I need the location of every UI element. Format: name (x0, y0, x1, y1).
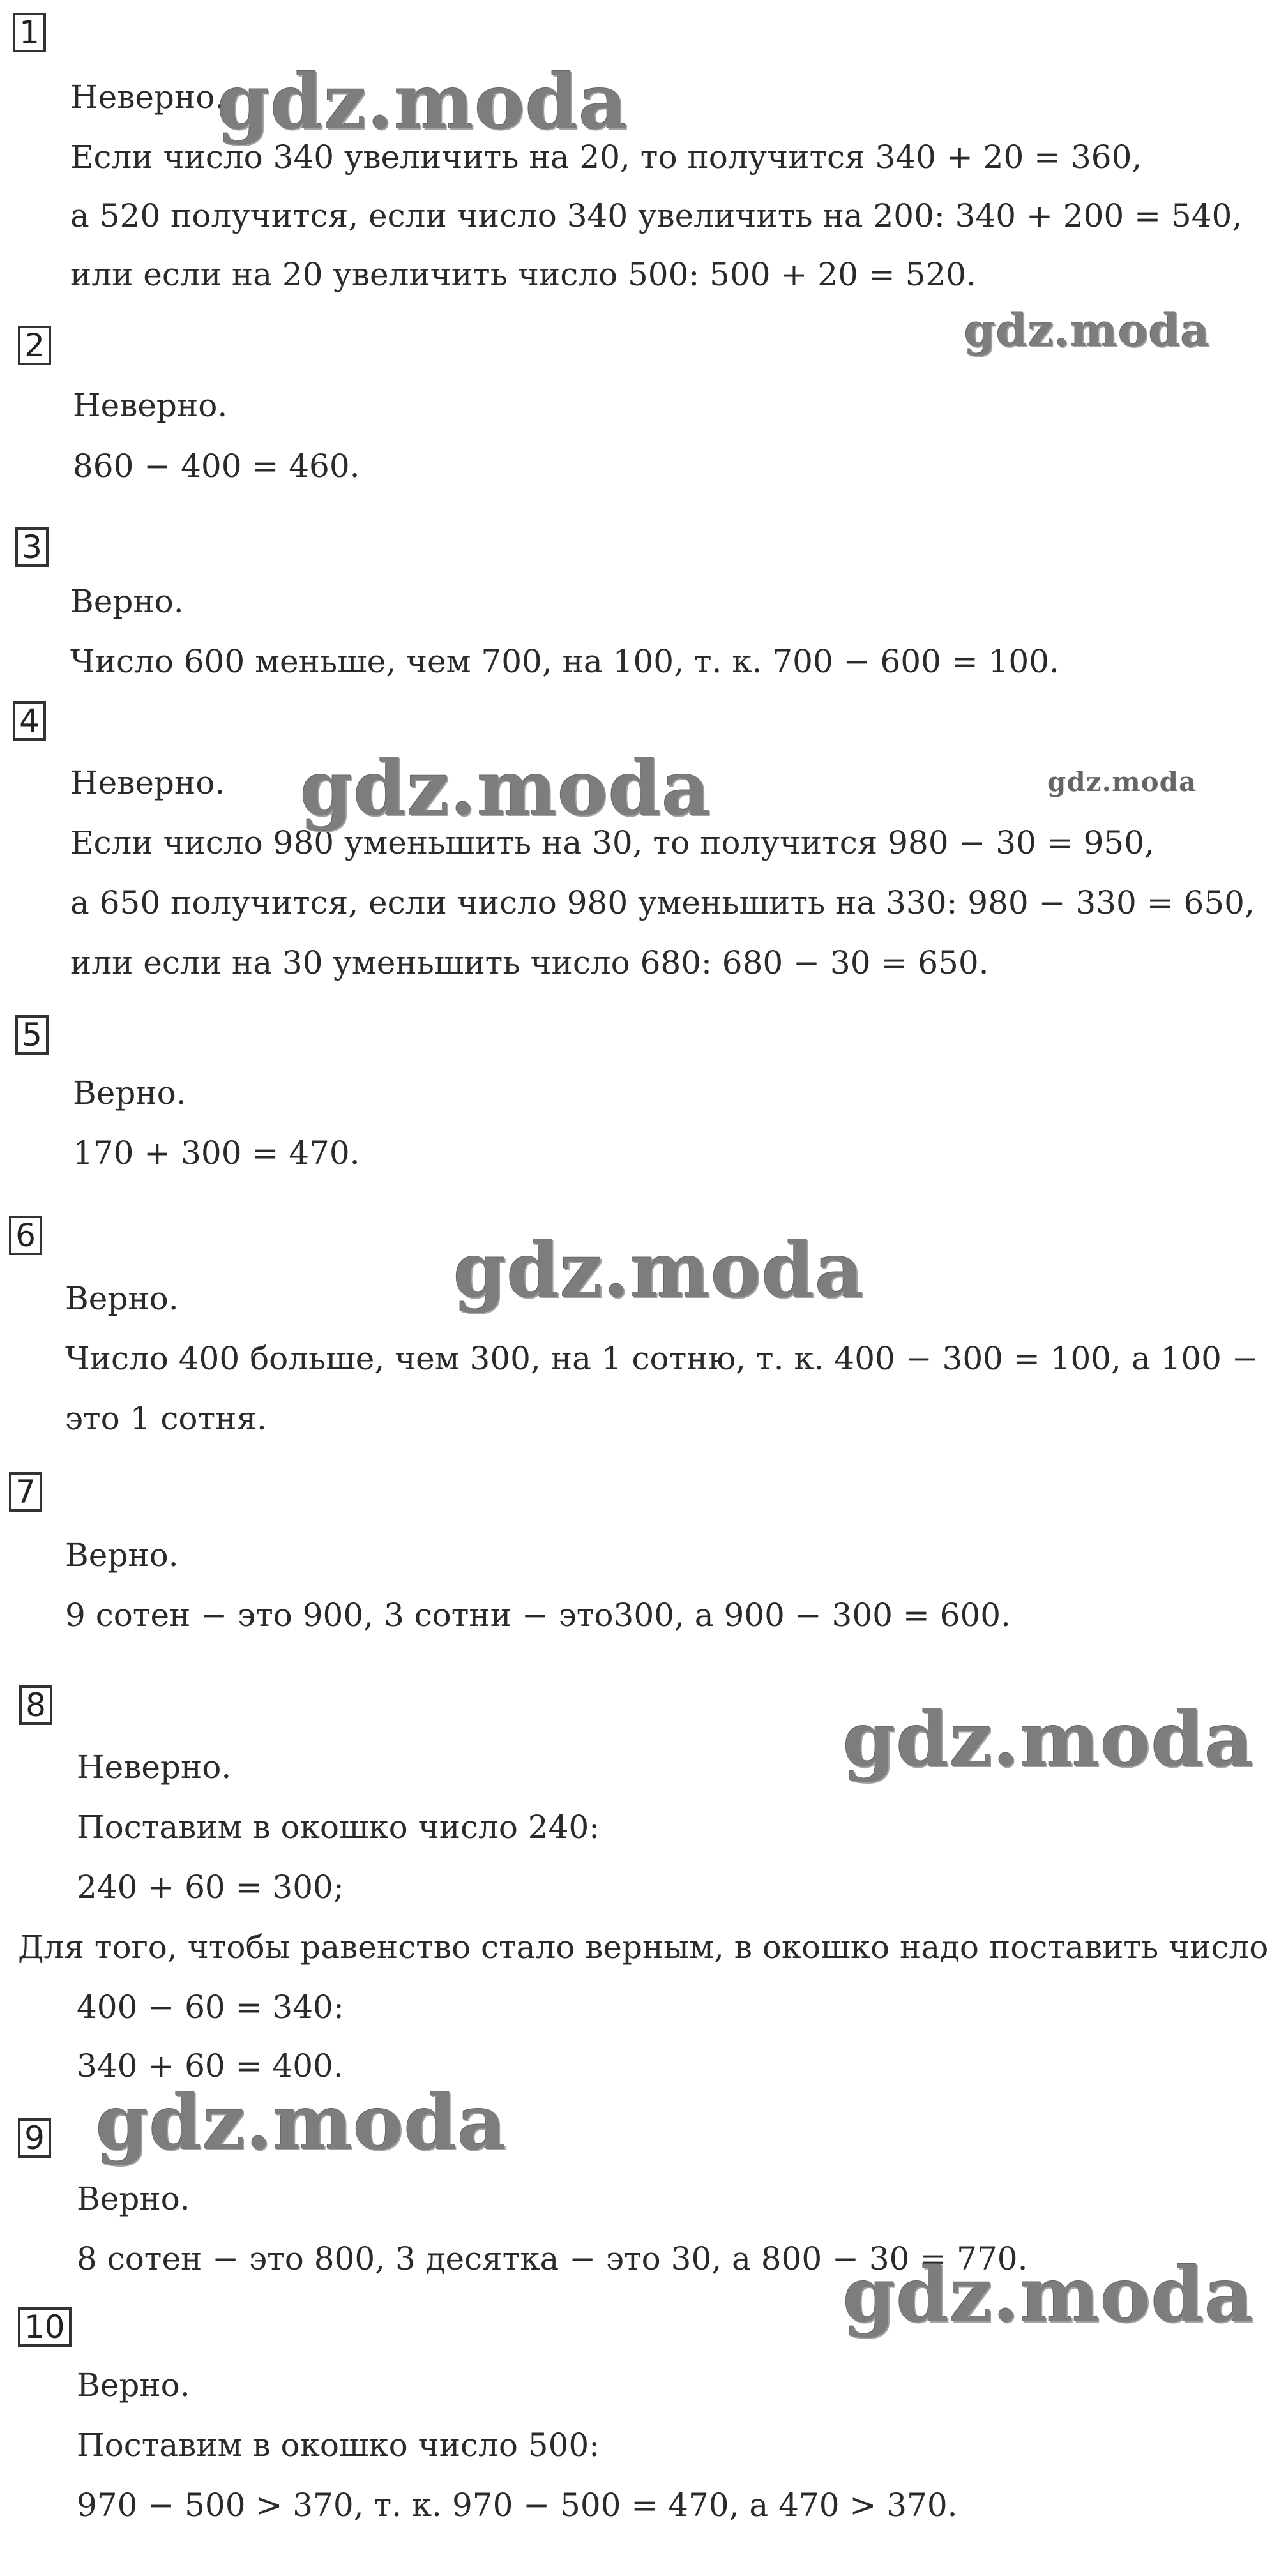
task-10-line-2: Поставим в окошко число 500: (77, 2427, 600, 2464)
task-number-2: 2 (18, 326, 51, 365)
watermark-logo: gdz.moda (453, 1226, 865, 1314)
task-1-line-4: или если на 20 увеличить число 500: 500 + 20 = 520. (70, 256, 976, 293)
watermark-logo: gdz.moda (843, 2250, 1254, 2339)
task-number-1: 1 (13, 13, 46, 52)
task-10-line-3: 970 − 500 > 370, т. к. 970 − 500 = 470, а 470 > 370. (77, 2487, 958, 2524)
watermark-logo: gdz.moda (96, 2078, 507, 2167)
task-number-10: 10 (18, 2307, 72, 2347)
task-number-6: 6 (9, 1216, 42, 1255)
task-4-line-3: а 650 получится, если число 980 уменьшить на 330: 980 − 330 = 650, (70, 884, 1255, 921)
watermark-logo: gdz.moda (1047, 766, 1197, 797)
task-9-line-2: 8 сотен − это 800, 3 десятка − это 30, а 800 − 30 = 770. (77, 2240, 1028, 2277)
task-5-line-2: 170 + 300 = 470. (73, 1134, 360, 1171)
task-4-verdict: Неверно. (70, 764, 225, 801)
watermark-logo: gdz.moda (964, 304, 1211, 357)
task-7-line-2: 9 сотен − это 900, 3 сотни − это300, а 900 − 300 = 600. (65, 1597, 1011, 1634)
task-number-5: 5 (15, 1015, 49, 1055)
task-8-line-3: 240 + 60 = 300; (77, 1869, 344, 1906)
task-8-line-4: Для того, чтобы равенство стало верным, в окошко надо поставить число (18, 1929, 1269, 1966)
task-6-line-2: Число 400 больше, чем 300, на 1 сотню, т. к. 400 − 300 = 100, а 100 − (65, 1340, 1259, 1377)
task-1-verdict: Неверно. (70, 79, 225, 116)
watermark-logo: gdz.moda (300, 744, 711, 832)
task-8-line-5: 400 − 60 = 340: (77, 1989, 344, 2026)
task-8-verdict: Неверно. (77, 1749, 232, 1786)
task-2-verdict: Неверно. (73, 387, 228, 424)
task-3-verdict: Верно. (70, 583, 184, 620)
task-8-line-2: Поставим в окошко число 240: (77, 1809, 600, 1846)
watermark-logo: gdz.moda (217, 57, 628, 146)
task-number-8: 8 (19, 1685, 52, 1725)
task-number-7: 7 (9, 1472, 42, 1512)
task-6-line-3: это 1 сотня. (65, 1400, 267, 1437)
task-number-3: 3 (15, 527, 49, 567)
task-1-line-3: а 520 получится, если число 340 увеличить на 200: 340 + 200 = 540, (70, 197, 1243, 234)
task-10-verdict: Верно. (77, 2367, 190, 2404)
task-6-verdict: Верно. (65, 1280, 179, 1317)
task-4-line-4: или если на 30 уменьшить число 680: 680 − 30 = 650. (70, 944, 989, 981)
task-number-4: 4 (13, 701, 46, 741)
task-number-9: 9 (18, 2118, 51, 2158)
task-2-line-2: 860 − 400 = 460. (73, 448, 360, 485)
task-1-line-2: Если число 340 увеличить на 20, то получится 340 + 20 = 360, (70, 139, 1142, 176)
task-4-line-2: Если число 980 уменьшить на 30, то получится 980 − 30 = 950, (70, 824, 1155, 861)
task-9-verdict: Верно. (77, 2180, 190, 2217)
task-7-verdict: Верно. (65, 1537, 179, 1574)
task-3-line-2: Число 600 меньше, чем 700, на 100, т. к. 700 − 600 = 100. (70, 643, 1059, 680)
watermark-logo: gdz.moda (843, 1695, 1254, 1784)
task-5-verdict: Верно. (73, 1074, 186, 1111)
task-8-line-6: 340 + 60 = 400. (77, 2047, 344, 2084)
